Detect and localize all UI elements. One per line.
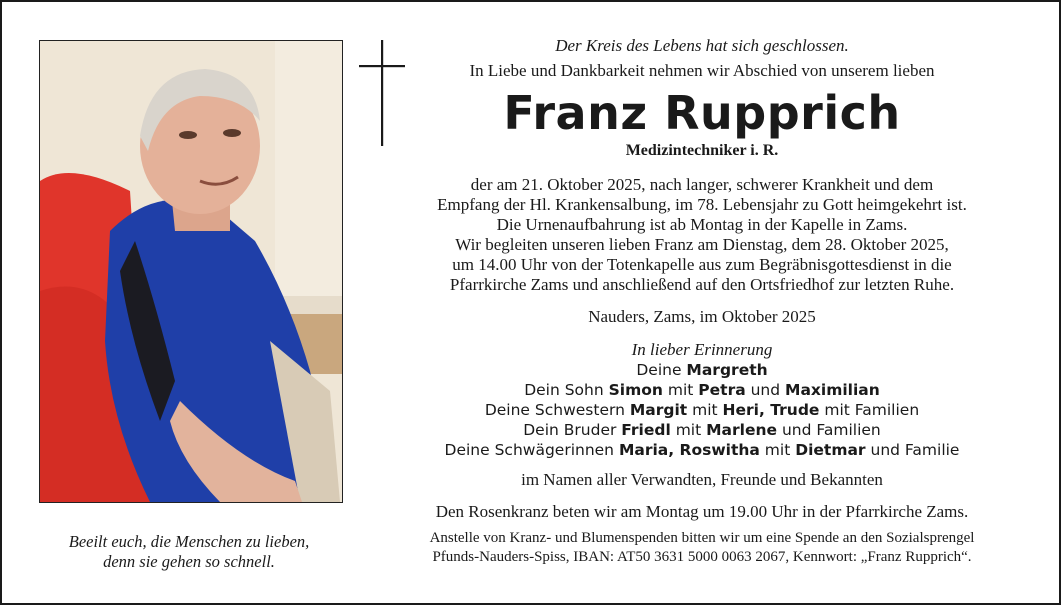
body-line: Empfang der Hl. Krankensalbung, im 78. Lebensjahr zu Gott heimgekehrt ist. — [437, 195, 967, 214]
header-quote: Der Kreis des Lebens hat sich geschlossen. — [555, 36, 849, 55]
left-quote-line: Beeilt euch, die Menschen zu lieben, — [68, 532, 310, 551]
mourner-name: Simon — [608, 381, 663, 399]
place-date: Nauders, Zams, im Oktober 2025 — [588, 307, 816, 326]
mourner-text: mit — [759, 441, 796, 459]
mourner-name: Friedl — [621, 421, 671, 439]
mourner-line — [362, 360, 1042, 380]
mourner-text: Dein Sohn — [524, 381, 609, 399]
mourner-text: und Familien — [777, 421, 881, 439]
notice-text — [362, 36, 1042, 567]
deceased-name: Franz Rupprich — [503, 86, 901, 140]
portrait-photo — [39, 40, 343, 503]
mourner-line — [362, 440, 1042, 460]
body-line: Pfarrkirche Zams und anschließend auf den Ortsfriedhof zur letzten Ruhe. — [449, 275, 955, 294]
donation-line: Pfunds-Nauders-Spiss, IBAN: AT50 3631 5000 0063 2067, Kennwort: „Franz Rupprich“. — [432, 549, 972, 565]
mourners-list — [362, 360, 1042, 460]
mourner-text: mit — [662, 381, 699, 399]
mourner-text: mit — [687, 401, 723, 419]
intro-line: In Liebe und Dankbarkeit nehmen wir Abschied von unserem lieben — [469, 61, 935, 80]
body-line: Die Urnenaufbahrung ist ab Montag in der Kapelle in Zams. — [496, 215, 908, 234]
occupation: Medizintechniker i. R. — [625, 142, 779, 159]
donation-line: Anstelle von Kranz- und Blumenspenden bitten wir um eine Spende an den Sozialsprengel — [429, 530, 975, 546]
mourner-name: Dietmar — [795, 441, 866, 459]
mourner-name: Marlene — [706, 421, 778, 439]
mourner-line — [362, 420, 1042, 440]
left-quote — [24, 532, 354, 572]
mourner-text: und — [745, 381, 786, 399]
mourner-name: Margreth — [686, 361, 768, 379]
mourner-line — [362, 380, 1042, 400]
mourner-text: mit Familien — [819, 401, 920, 419]
body-line: um 14.00 Uhr von der Totenkapelle aus zum Begräbnisgottesdienst in die — [452, 255, 952, 274]
mourner-line — [362, 400, 1042, 420]
mourner-text: und Familie — [865, 441, 960, 459]
left-quote-line: denn sie gehen so schnell. — [103, 552, 275, 571]
donation-notice — [362, 529, 1042, 567]
mourner-text: Dein Bruder — [523, 421, 622, 439]
mourner-name: Heri, Trude — [722, 401, 820, 419]
rosary-notice: Den Rosenkranz beten wir am Montag um 19.00 Uhr in der Pfarrkirche Zams. — [435, 502, 969, 521]
mourner-text: Deine — [636, 361, 687, 379]
mourner-text: Deine Schwestern — [484, 401, 630, 419]
mourner-name: Margit — [629, 401, 688, 419]
mourners-closing: im Namen aller Verwandten, Freunde und Bekannten — [521, 470, 883, 489]
mourner-name: Petra — [698, 381, 746, 399]
mourners-heading: In lieber Erinnerung — [631, 340, 773, 359]
announcement-body — [362, 175, 1042, 295]
body-line: Wir begleiten unseren lieben Franz am Dienstag, dem 28. Oktober 2025, — [455, 235, 949, 254]
mourner-name: Maximilian — [785, 381, 880, 399]
body-line: der am 21. Oktober 2025, nach langer, schwerer Krankheit und dem — [470, 175, 934, 194]
mourner-text: Deine Schwägerinnen — [444, 441, 619, 459]
mourner-text: mit — [670, 421, 707, 439]
mourner-name: Maria, Roswitha — [618, 441, 760, 459]
